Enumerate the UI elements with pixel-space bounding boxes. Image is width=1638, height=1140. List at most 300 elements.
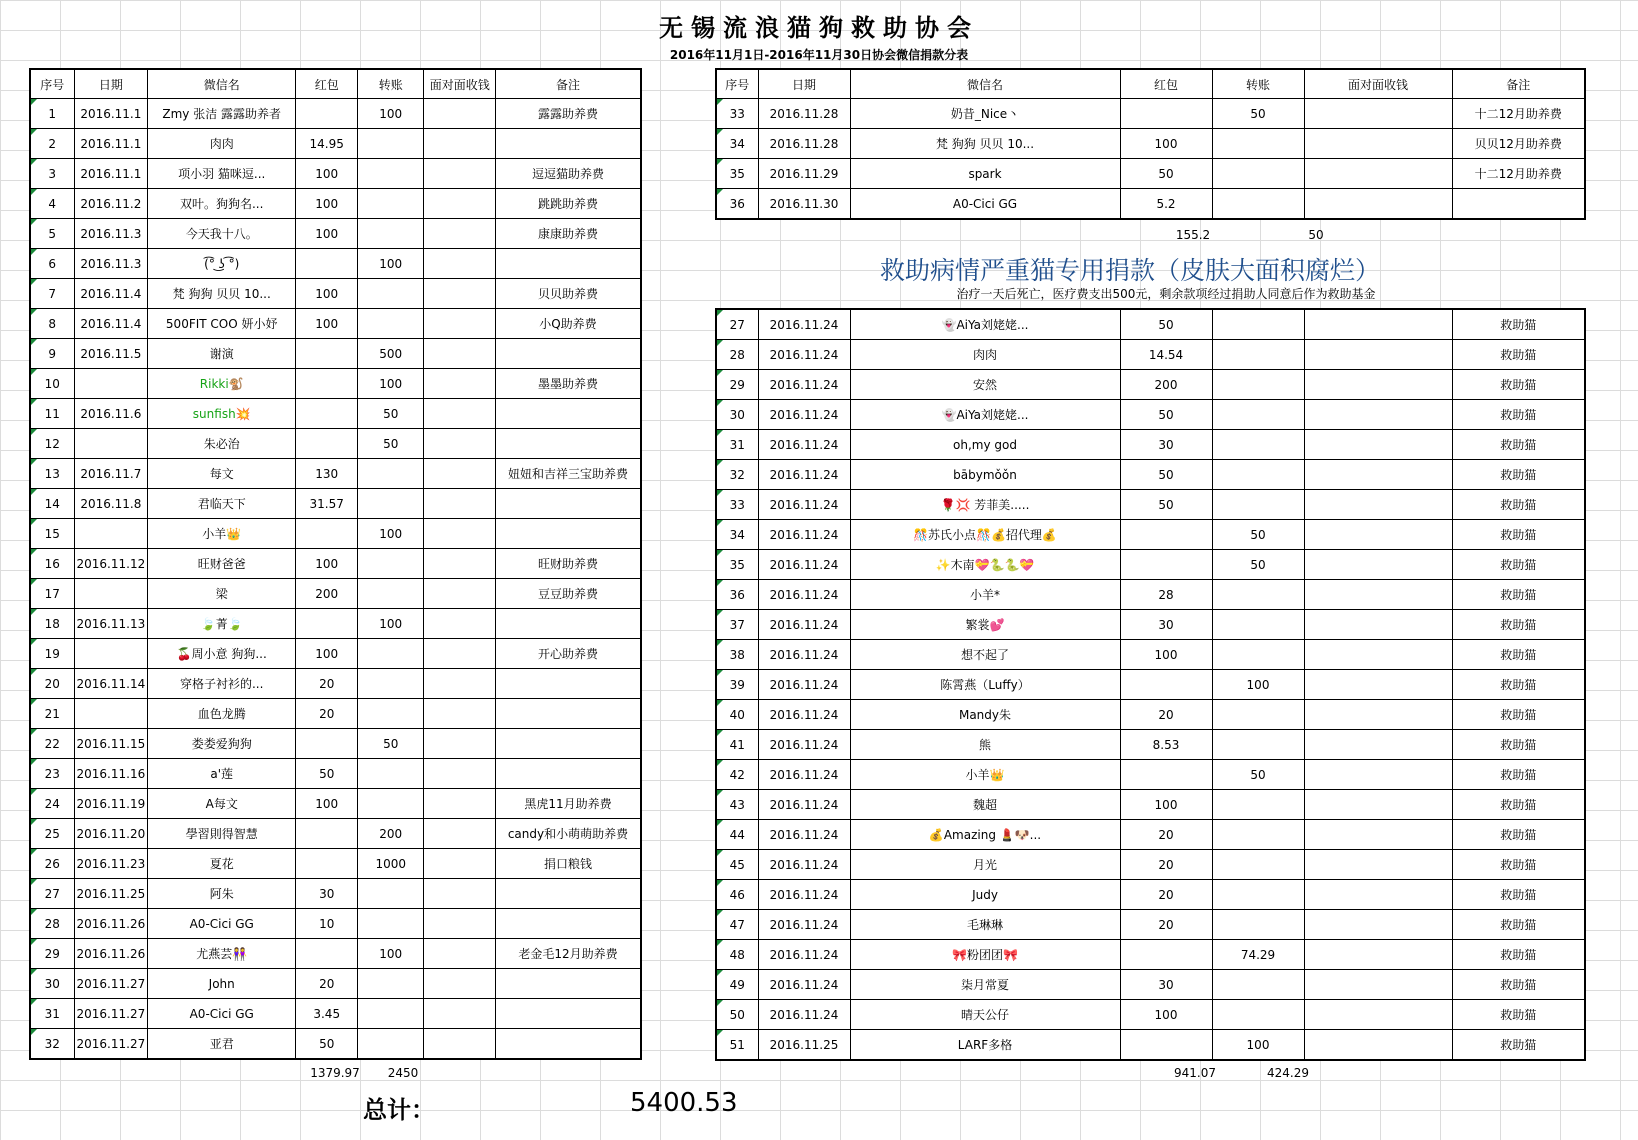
cell-remark: 救助猫 bbox=[1452, 880, 1585, 910]
cell-hongbao: 10 bbox=[296, 909, 358, 939]
cell-remark: 捐口粮钱 bbox=[496, 849, 641, 879]
cell-index: 28 bbox=[716, 340, 758, 370]
cell-zhuanzhang bbox=[358, 219, 424, 249]
cell-wechat-name: 娄娄爱狗狗 bbox=[148, 729, 296, 759]
table-row bbox=[30, 309, 641, 339]
cell-date: 2016.11.24 bbox=[758, 309, 850, 340]
table-row bbox=[716, 430, 1585, 460]
cell-date: 2016.11.3 bbox=[74, 249, 148, 279]
right-top-total-zhuanzhang: 50 bbox=[1308, 228, 1324, 242]
cell-remark bbox=[496, 699, 641, 729]
cell-date: 2016.11.24 bbox=[758, 850, 850, 880]
table-row bbox=[716, 640, 1585, 670]
right-bottom-donation-table bbox=[715, 308, 1586, 1061]
cell-hongbao: 200 bbox=[296, 579, 358, 609]
cell-hongbao: 20 bbox=[1120, 850, 1212, 880]
table-row bbox=[716, 850, 1585, 880]
cell-hongbao bbox=[296, 609, 358, 639]
cell-zhuanzhang bbox=[358, 1029, 424, 1060]
table-row bbox=[716, 760, 1585, 790]
table-row bbox=[716, 790, 1585, 820]
table-row bbox=[716, 580, 1585, 610]
header-zhuanzhang: 转账 bbox=[1212, 69, 1304, 99]
cell-remark bbox=[496, 729, 641, 759]
cell-zhuanzhang bbox=[358, 909, 424, 939]
cell-zhuanzhang bbox=[1212, 159, 1304, 189]
cell-wechat-name: ✨木南💝🐍🐍💝 bbox=[850, 550, 1120, 580]
cell-wechat-name: 毛琳琳 bbox=[850, 910, 1120, 940]
cell-index: 39 bbox=[716, 670, 758, 700]
cell-index: 23 bbox=[30, 759, 74, 789]
cell-hongbao: 3.45 bbox=[296, 999, 358, 1029]
cell-hongbao: 100 bbox=[1120, 790, 1212, 820]
cell-wechat-name: 奶昔_Nice丶 bbox=[850, 99, 1120, 129]
grand-total-value: 5400.53 bbox=[630, 1088, 738, 1118]
cell-remark: 豆豆助养费 bbox=[496, 579, 641, 609]
cell-hongbao bbox=[296, 339, 358, 369]
cell-zhuanzhang bbox=[1212, 610, 1304, 640]
cell-remark: 救助猫 bbox=[1452, 700, 1585, 730]
cell-index: 40 bbox=[716, 700, 758, 730]
cell-hongbao: 8.53 bbox=[1120, 730, 1212, 760]
cell-face-to-face bbox=[424, 459, 496, 489]
cell-index: 43 bbox=[716, 790, 758, 820]
cell-date: 2016.11.1 bbox=[74, 129, 148, 159]
cell-face-to-face bbox=[424, 339, 496, 369]
cell-wechat-name: 尤燕芸👭 bbox=[148, 939, 296, 969]
cell-face-to-face bbox=[424, 819, 496, 849]
cell-wechat-name: 阿朱 bbox=[148, 879, 296, 909]
cell-face-to-face bbox=[424, 399, 496, 429]
cell-hongbao: 130 bbox=[296, 459, 358, 489]
cell-wechat-name: Judy bbox=[850, 880, 1120, 910]
cell-wechat-name: Zmy 张洁 露露助养者 bbox=[148, 99, 296, 129]
cell-index: 45 bbox=[716, 850, 758, 880]
table-row bbox=[30, 549, 641, 579]
cell-remark: 救助猫 bbox=[1452, 730, 1585, 760]
cell-wechat-name: 魏超 bbox=[850, 790, 1120, 820]
cell-index: 11 bbox=[30, 399, 74, 429]
cell-remark: 救助猫 bbox=[1452, 670, 1585, 700]
cell-face-to-face bbox=[1304, 610, 1452, 640]
cell-face-to-face bbox=[1304, 370, 1452, 400]
cell-hongbao: 30 bbox=[296, 879, 358, 909]
cell-wechat-name: 🌹💢 芳菲美..... bbox=[850, 490, 1120, 520]
cell-hongbao: 100 bbox=[296, 159, 358, 189]
cell-hongbao bbox=[296, 519, 358, 549]
table-row bbox=[30, 669, 641, 699]
cell-face-to-face bbox=[424, 519, 496, 549]
cell-date: 2016.11.27 bbox=[74, 1029, 148, 1060]
sheet-subtitle: 2016年11月1日-2016年11月30日协会微信捐款分表 bbox=[669, 48, 969, 62]
cell-hongbao: 14.95 bbox=[296, 129, 358, 159]
table-row bbox=[716, 1030, 1585, 1061]
cell-wechat-name: 旺财爸爸 bbox=[148, 549, 296, 579]
table-row bbox=[30, 699, 641, 729]
cell-zhuanzhang: 50 bbox=[358, 729, 424, 759]
table-row bbox=[716, 910, 1585, 940]
cell-date: 2016.11.24 bbox=[758, 430, 850, 460]
cell-face-to-face bbox=[424, 1029, 496, 1060]
cell-remark: 救助猫 bbox=[1452, 790, 1585, 820]
cell-date: 2016.11.24 bbox=[758, 1000, 850, 1030]
cell-wechat-name: 肉肉 bbox=[148, 129, 296, 159]
cell-index: 35 bbox=[716, 159, 758, 189]
cell-remark: 救助猫 bbox=[1452, 820, 1585, 850]
cell-index: 25 bbox=[30, 819, 74, 849]
table-row bbox=[30, 279, 641, 309]
cell-face-to-face bbox=[1304, 189, 1452, 220]
table-row bbox=[30, 489, 641, 519]
table-row bbox=[716, 99, 1585, 129]
cell-index: 27 bbox=[30, 879, 74, 909]
right-bottom-total-hongbao: 941.07 bbox=[1174, 1066, 1216, 1080]
table-row bbox=[30, 429, 641, 459]
cell-date: 2016.11.12 bbox=[74, 549, 148, 579]
table-row bbox=[30, 849, 641, 879]
header-zhuanzhang: 转账 bbox=[358, 69, 424, 99]
cell-index: 36 bbox=[716, 580, 758, 610]
cell-face-to-face bbox=[424, 789, 496, 819]
cell-date: 2016.11.24 bbox=[758, 700, 850, 730]
cell-date: 2016.11.16 bbox=[74, 759, 148, 789]
cell-face-to-face bbox=[1304, 910, 1452, 940]
cell-date: 2016.11.1 bbox=[74, 99, 148, 129]
cell-zhuanzhang: 100 bbox=[1212, 670, 1304, 700]
cell-index: 6 bbox=[30, 249, 74, 279]
cell-date: 2016.11.25 bbox=[758, 1030, 850, 1061]
cell-remark bbox=[496, 249, 641, 279]
cell-hongbao: 30 bbox=[1120, 430, 1212, 460]
cell-index: 51 bbox=[716, 1030, 758, 1061]
cell-date: 2016.11.24 bbox=[758, 580, 850, 610]
table-row bbox=[716, 400, 1585, 430]
table-row bbox=[30, 609, 641, 639]
cell-hongbao: 28 bbox=[1120, 580, 1212, 610]
cell-zhuanzhang bbox=[358, 759, 424, 789]
cell-zhuanzhang bbox=[1212, 880, 1304, 910]
cell-face-to-face bbox=[1304, 580, 1452, 610]
cell-wechat-name: 小羊* bbox=[850, 580, 1120, 610]
cell-date: 2016.11.8 bbox=[74, 489, 148, 519]
cell-index: 13 bbox=[30, 459, 74, 489]
cell-remark bbox=[496, 759, 641, 789]
cell-face-to-face bbox=[424, 279, 496, 309]
cell-face-to-face bbox=[424, 699, 496, 729]
cell-hongbao: 100 bbox=[1120, 640, 1212, 670]
cell-wechat-name: 🍃菁🍃 bbox=[148, 609, 296, 639]
table-row bbox=[30, 759, 641, 789]
cell-hongbao: 20 bbox=[1120, 820, 1212, 850]
cell-remark: 救助猫 bbox=[1452, 1000, 1585, 1030]
cell-zhuanzhang bbox=[1212, 910, 1304, 940]
cell-remark bbox=[496, 339, 641, 369]
left-donation-table bbox=[29, 68, 642, 1060]
cell-zhuanzhang: 50 bbox=[1212, 520, 1304, 550]
cell-date: 2016.11.19 bbox=[74, 789, 148, 819]
cell-face-to-face bbox=[1304, 760, 1452, 790]
cell-date: 2016.11.24 bbox=[758, 790, 850, 820]
table-row bbox=[716, 730, 1585, 760]
cell-index: 35 bbox=[716, 550, 758, 580]
cell-date: 2016.11.30 bbox=[758, 189, 850, 220]
cell-zhuanzhang bbox=[1212, 430, 1304, 460]
cell-wechat-name: 今天我十八。 bbox=[148, 219, 296, 249]
cell-wechat-name: 🍒周小意 狗狗... bbox=[148, 639, 296, 669]
cell-hongbao bbox=[296, 729, 358, 759]
cell-zhuanzhang: 74.29 bbox=[1212, 940, 1304, 970]
cell-date: 2016.11.26 bbox=[74, 909, 148, 939]
cell-face-to-face bbox=[424, 309, 496, 339]
cell-zhuanzhang: 50 bbox=[358, 399, 424, 429]
cell-remark bbox=[496, 1029, 641, 1060]
table-row bbox=[716, 610, 1585, 640]
cell-wechat-name: 梵 狗狗 贝贝 10... bbox=[850, 129, 1120, 159]
cell-zhuanzhang: 100 bbox=[358, 519, 424, 549]
cell-date: 2016.11.25 bbox=[74, 879, 148, 909]
special-section-note: 治疗一天后死亡，医疗费支出500元，剩余款项经过捐助人同意后作为救助基金 bbox=[956, 287, 1376, 301]
cell-wechat-name: bābymǒǒn bbox=[850, 460, 1120, 490]
right-bottom-total-zhuanzhang: 424.29 bbox=[1267, 1066, 1309, 1080]
cell-index: 33 bbox=[716, 490, 758, 520]
cell-wechat-name: 繁裳💕 bbox=[850, 610, 1120, 640]
cell-date: 2016.11.27 bbox=[74, 999, 148, 1029]
cell-remark: 贝贝12月助养费 bbox=[1452, 129, 1585, 159]
cell-face-to-face bbox=[424, 219, 496, 249]
cell-zhuanzhang bbox=[358, 549, 424, 579]
cell-wechat-name: John bbox=[148, 969, 296, 999]
cell-face-to-face bbox=[1304, 400, 1452, 430]
cell-index: 14 bbox=[30, 489, 74, 519]
cell-zhuanzhang: 100 bbox=[358, 609, 424, 639]
cell-face-to-face bbox=[424, 579, 496, 609]
cell-wechat-name: 项小羽 猫咪逗... bbox=[148, 159, 296, 189]
cell-remark: 救助猫 bbox=[1452, 640, 1585, 670]
cell-index: 12 bbox=[30, 429, 74, 459]
table-row bbox=[716, 129, 1585, 159]
table-row bbox=[30, 159, 641, 189]
cell-wechat-name: A0-Cici GG bbox=[850, 189, 1120, 220]
cell-date: 2016.11.20 bbox=[74, 819, 148, 849]
cell-zhuanzhang bbox=[1212, 129, 1304, 159]
cell-remark: 救助猫 bbox=[1452, 610, 1585, 640]
cell-zhuanzhang bbox=[1212, 460, 1304, 490]
cell-zhuanzhang: 100 bbox=[358, 249, 424, 279]
cell-remark: 跳跳助养费 bbox=[496, 189, 641, 219]
cell-hongbao: 50 bbox=[296, 1029, 358, 1060]
cell-zhuanzhang bbox=[358, 309, 424, 339]
cell-zhuanzhang: 100 bbox=[1212, 1030, 1304, 1061]
table-row bbox=[30, 339, 641, 369]
cell-date: 2016.11.24 bbox=[758, 340, 850, 370]
cell-zhuanzhang bbox=[1212, 820, 1304, 850]
cell-date bbox=[74, 369, 148, 399]
cell-date: 2016.11.24 bbox=[758, 760, 850, 790]
cell-hongbao: 5.2 bbox=[1120, 189, 1212, 220]
cell-remark: 十二12月助养费 bbox=[1452, 159, 1585, 189]
cell-remark bbox=[496, 669, 641, 699]
cell-index: 31 bbox=[30, 999, 74, 1029]
cell-index: 19 bbox=[30, 639, 74, 669]
cell-hongbao: 20 bbox=[296, 669, 358, 699]
cell-index: 42 bbox=[716, 760, 758, 790]
header-index: 序号 bbox=[716, 69, 758, 99]
cell-date: 2016.11.24 bbox=[758, 520, 850, 550]
cell-wechat-name: 陈霄燕（Luffy） bbox=[850, 670, 1120, 700]
cell-face-to-face bbox=[424, 849, 496, 879]
cell-index: 32 bbox=[716, 460, 758, 490]
cell-zhuanzhang: 1000 bbox=[358, 849, 424, 879]
cell-face-to-face bbox=[424, 879, 496, 909]
cell-date: 2016.11.7 bbox=[74, 459, 148, 489]
cell-zhuanzhang: 50 bbox=[1212, 550, 1304, 580]
cell-index: 26 bbox=[30, 849, 74, 879]
cell-hongbao: 100 bbox=[1120, 129, 1212, 159]
cell-index: 2 bbox=[30, 129, 74, 159]
cell-face-to-face bbox=[1304, 460, 1452, 490]
cell-zhuanzhang bbox=[358, 639, 424, 669]
cell-face-to-face bbox=[1304, 970, 1452, 1000]
cell-zhuanzhang: 50 bbox=[1212, 99, 1304, 129]
cell-date: 2016.11.24 bbox=[758, 400, 850, 430]
cell-zhuanzhang bbox=[1212, 1000, 1304, 1030]
table-row bbox=[30, 639, 641, 669]
header-hongbao: 红包 bbox=[1120, 69, 1212, 99]
cell-date: 2016.11.24 bbox=[758, 610, 850, 640]
cell-wechat-name: LARF多格 bbox=[850, 1030, 1120, 1061]
cell-face-to-face bbox=[1304, 550, 1452, 580]
cell-date: 2016.11.24 bbox=[758, 730, 850, 760]
cell-date: 2016.11.4 bbox=[74, 309, 148, 339]
cell-hongbao: 20 bbox=[1120, 910, 1212, 940]
cell-face-to-face bbox=[424, 549, 496, 579]
cell-zhuanzhang bbox=[1212, 370, 1304, 400]
cell-index: 24 bbox=[30, 789, 74, 819]
cell-index: 37 bbox=[716, 610, 758, 640]
cell-wechat-name: A每文 bbox=[148, 789, 296, 819]
cell-zhuanzhang bbox=[358, 999, 424, 1029]
header-date: 日期 bbox=[758, 69, 850, 99]
cell-zhuanzhang bbox=[1212, 850, 1304, 880]
cell-wechat-name: A0-Cici GG bbox=[148, 999, 296, 1029]
cell-wechat-name: 双叶。狗狗名... bbox=[148, 189, 296, 219]
cell-remark bbox=[496, 429, 641, 459]
header-wechat-name: 微信名 bbox=[148, 69, 296, 99]
cell-remark: 康康助养费 bbox=[496, 219, 641, 249]
cell-hongbao: 50 bbox=[296, 759, 358, 789]
cell-remark bbox=[496, 969, 641, 999]
cell-hongbao: 200 bbox=[1120, 370, 1212, 400]
cell-wechat-name: 夏花 bbox=[148, 849, 296, 879]
table-row bbox=[30, 369, 641, 399]
cell-hongbao: 100 bbox=[296, 219, 358, 249]
cell-index: 28 bbox=[30, 909, 74, 939]
cell-face-to-face bbox=[424, 729, 496, 759]
table-row bbox=[30, 459, 641, 489]
table-row bbox=[30, 99, 641, 129]
cell-index: 41 bbox=[716, 730, 758, 760]
cell-remark bbox=[496, 519, 641, 549]
cell-zhuanzhang bbox=[358, 579, 424, 609]
cell-date: 2016.11.26 bbox=[74, 939, 148, 969]
cell-remark: 老金毛12月助养费 bbox=[496, 939, 641, 969]
cell-index: 30 bbox=[716, 400, 758, 430]
cell-zhuanzhang bbox=[358, 669, 424, 699]
header-date: 日期 bbox=[74, 69, 148, 99]
cell-remark: candy和小萌萌助养费 bbox=[496, 819, 641, 849]
cell-date: 2016.11.3 bbox=[74, 219, 148, 249]
cell-face-to-face bbox=[1304, 820, 1452, 850]
cell-wechat-name: 500FIT COO 妍小妤 bbox=[148, 309, 296, 339]
cell-hongbao: 50 bbox=[1120, 460, 1212, 490]
cell-zhuanzhang: 100 bbox=[358, 369, 424, 399]
cell-face-to-face bbox=[1304, 309, 1452, 340]
cell-wechat-name: 學習則得智慧 bbox=[148, 819, 296, 849]
cell-zhuanzhang: 200 bbox=[358, 819, 424, 849]
cell-date bbox=[74, 519, 148, 549]
table-row bbox=[30, 129, 641, 159]
cell-remark bbox=[496, 489, 641, 519]
table-row bbox=[30, 219, 641, 249]
cell-date: 2016.11.28 bbox=[758, 129, 850, 159]
cell-wechat-name: spark bbox=[850, 159, 1120, 189]
cell-index: 31 bbox=[716, 430, 758, 460]
cell-wechat-name: a'莲 bbox=[148, 759, 296, 789]
cell-index: 44 bbox=[716, 820, 758, 850]
cell-face-to-face bbox=[1304, 490, 1452, 520]
cell-hongbao: 100 bbox=[296, 549, 358, 579]
cell-face-to-face bbox=[424, 669, 496, 699]
cell-date: 2016.11.24 bbox=[758, 940, 850, 970]
cell-remark: 救助猫 bbox=[1452, 520, 1585, 550]
cell-remark: 小Q助养费 bbox=[496, 309, 641, 339]
cell-remark: 救助猫 bbox=[1452, 1030, 1585, 1061]
cell-hongbao: 14.54 bbox=[1120, 340, 1212, 370]
cell-wechat-name: 穿格子衬衫的... bbox=[148, 669, 296, 699]
cell-date: 2016.11.13 bbox=[74, 609, 148, 639]
cell-hongbao: 50 bbox=[1120, 309, 1212, 340]
cell-face-to-face bbox=[1304, 730, 1452, 760]
cell-wechat-name: 君临天下 bbox=[148, 489, 296, 519]
cell-wechat-name: 晴天公仔 bbox=[850, 1000, 1120, 1030]
cell-zhuanzhang bbox=[358, 699, 424, 729]
cell-face-to-face bbox=[424, 969, 496, 999]
cell-wechat-name: (͡° ͜ʖ ͡°) bbox=[148, 249, 296, 279]
cell-index: 7 bbox=[30, 279, 74, 309]
cell-face-to-face bbox=[1304, 159, 1452, 189]
cell-hongbao bbox=[296, 849, 358, 879]
header-wechat-name: 微信名 bbox=[850, 69, 1120, 99]
cell-wechat-name: 柒月常夏 bbox=[850, 970, 1120, 1000]
cell-face-to-face bbox=[424, 639, 496, 669]
cell-zhuanzhang: 50 bbox=[1212, 760, 1304, 790]
cell-date: 2016.11.1 bbox=[74, 159, 148, 189]
cell-zhuanzhang: 500 bbox=[358, 339, 424, 369]
cell-wechat-name: oh,my god bbox=[850, 430, 1120, 460]
cell-index: 34 bbox=[716, 520, 758, 550]
cell-hongbao bbox=[296, 99, 358, 129]
cell-index: 50 bbox=[716, 1000, 758, 1030]
cell-zhuanzhang bbox=[358, 279, 424, 309]
cell-hongbao: 100 bbox=[1120, 1000, 1212, 1030]
cell-wechat-name: 🎀粉团团🎀 bbox=[850, 940, 1120, 970]
table-row bbox=[716, 460, 1585, 490]
cell-wechat-name: 朱必治 bbox=[148, 429, 296, 459]
cell-index: 21 bbox=[30, 699, 74, 729]
table-row bbox=[30, 999, 641, 1029]
cell-hongbao: 50 bbox=[1120, 159, 1212, 189]
cell-index: 33 bbox=[716, 99, 758, 129]
